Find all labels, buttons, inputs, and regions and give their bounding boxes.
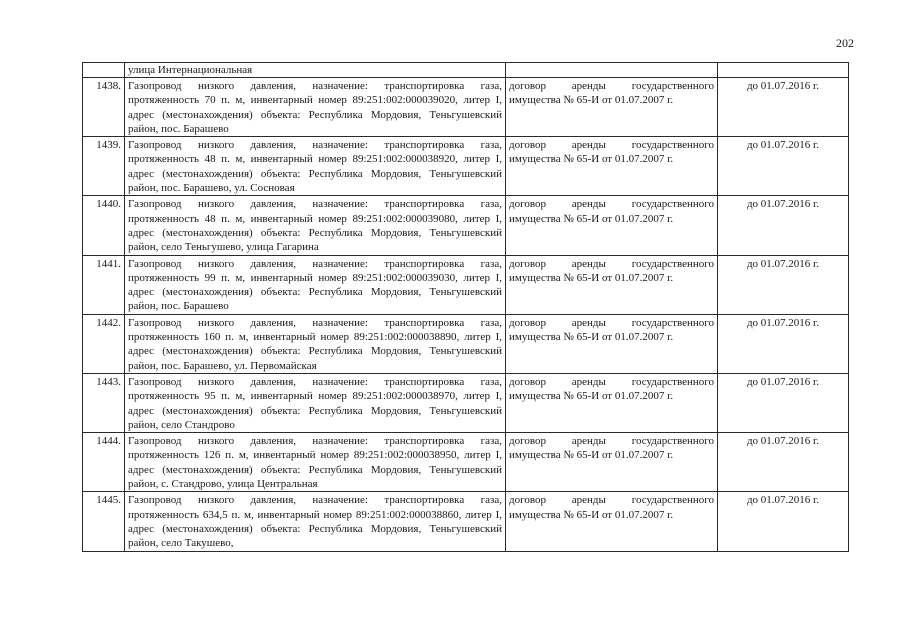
basis-document-cell bbox=[506, 63, 718, 78]
row-number-cell: 1439. bbox=[83, 137, 125, 196]
page-number: 202 bbox=[836, 36, 854, 50]
table-row bbox=[83, 433, 849, 492]
basis-document-cell: договор аренды государственного имущества № 65-И от 01.07.2007 г. bbox=[506, 78, 718, 137]
object-description-cell: Газопровод низкого давления, назначение: транспортировка газа, протяженность 160 п. м, инвентарный номер 89:251:002:000038890, литер I, адрес (местонахождения) объекта: Республика Мордовия, Теньгушевский район, пос. Барашево, ул. Первомайская bbox=[125, 314, 506, 373]
table-row bbox=[83, 78, 849, 137]
table-row bbox=[83, 196, 849, 255]
term-cell: до 01.07.2016 г. bbox=[718, 137, 849, 196]
term-cell: до 01.07.2016 г. bbox=[718, 492, 849, 551]
table-row bbox=[83, 314, 849, 373]
object-description-cell: Газопровод низкого давления, назначение: транспортировка газа, протяженность 70 п. м, инвентарный номер 89:251:002:000039020, литер I, адрес (местонахождения) объекта: Республика Мордовия, Теньгушевский район, пос. Барашево bbox=[125, 78, 506, 137]
basis-document-cell: договор аренды государственного имущества № 65-И от 01.07.2007 г. bbox=[506, 196, 718, 255]
object-description-cell: Газопровод низкого давления, назначение: транспортировка газа, протяженность 99 п. м, инвентарный номер 89:251:002:000039030, литер I, адрес (местонахождения) объекта: Республика Мордовия, Теньгушевский район, пос. Барашево bbox=[125, 255, 506, 314]
object-description-cell: улица Интернациональная bbox=[125, 63, 506, 78]
basis-document-cell: договор аренды государственного имущества № 65-И от 01.07.2007 г. bbox=[506, 492, 718, 551]
row-number-cell: 1444. bbox=[83, 433, 125, 492]
term-cell: до 01.07.2016 г. bbox=[718, 373, 849, 432]
object-description-cell: Газопровод низкого давления, назначение: транспортировка газа, протяженность 48 п. м, инвентарный номер 89:251:002:000038920, литер I, адрес (местонахождения) объекта: Республика Мордовия, Теньгушевский район, пос. Барашево, ул. Сосновая bbox=[125, 137, 506, 196]
table-row bbox=[83, 137, 849, 196]
register-body bbox=[83, 63, 849, 552]
object-description-cell: Газопровод низкого давления, назначение: транспортировка газа, протяженность 48 п. м, инвентарный номер 89:251:002:000039080, литер I, адрес (местонахождения) объекта: Республика Мордовия, Теньгушевский район, село Теньгушево, улица Гагарина bbox=[125, 196, 506, 255]
basis-document-cell: договор аренды государственного имущества № 65-И от 01.07.2007 г. bbox=[506, 255, 718, 314]
row-number-cell bbox=[83, 63, 125, 78]
object-description-cell: Газопровод низкого давления, назначение: транспортировка газа, протяженность 634,5 п. м, инвентарный номер 89:251:002:000038860, литер I, адрес (местонахождения) объекта: Республика Мордовия, Теньгушевский район, село Такушево, bbox=[125, 492, 506, 551]
term-cell: до 01.07.2016 г. bbox=[718, 255, 849, 314]
term-cell: до 01.07.2016 г. bbox=[718, 196, 849, 255]
row-number-cell: 1441. bbox=[83, 255, 125, 314]
term-cell bbox=[718, 63, 849, 78]
row-number-cell: 1443. bbox=[83, 373, 125, 432]
row-number-cell: 1442. bbox=[83, 314, 125, 373]
row-number-cell: 1438. bbox=[83, 78, 125, 137]
basis-document-cell: договор аренды государственного имущества № 65-И от 01.07.2007 г. bbox=[506, 314, 718, 373]
term-cell: до 01.07.2016 г. bbox=[718, 433, 849, 492]
table-row bbox=[83, 373, 849, 432]
row-number-cell: 1445. bbox=[83, 492, 125, 551]
basis-document-cell: договор аренды государственного имущества № 65-И от 01.07.2007 г. bbox=[506, 137, 718, 196]
basis-document-cell: договор аренды государственного имущества № 65-И от 01.07.2007 г. bbox=[506, 433, 718, 492]
table-row bbox=[83, 255, 849, 314]
object-description-cell: Газопровод низкого давления, назначение: транспортировка газа, протяженность 95 п. м, инвентарный номер 89:251:002:000038970, литер I, адрес (местонахождения) объекта: Республика Мордовия, Теньгушевский район, село Стандрово bbox=[125, 373, 506, 432]
continuation-row bbox=[83, 63, 849, 78]
term-cell: до 01.07.2016 г. bbox=[718, 78, 849, 137]
object-description-cell: Газопровод низкого давления, назначение: транспортировка газа, протяженность 126 п. м, инвентарный номер 89:251:002:000038950, литер I, адрес (местонахождения) объекта: Республика Мордовия, Теньгушевский район, с. Стандрово, улица Центральная bbox=[125, 433, 506, 492]
term-cell: до 01.07.2016 г. bbox=[718, 314, 849, 373]
row-number-cell: 1440. bbox=[83, 196, 125, 255]
basis-document-cell: договор аренды государственного имущества № 65-И от 01.07.2007 г. bbox=[506, 373, 718, 432]
table-row bbox=[83, 492, 849, 551]
property-register-table bbox=[82, 62, 849, 552]
